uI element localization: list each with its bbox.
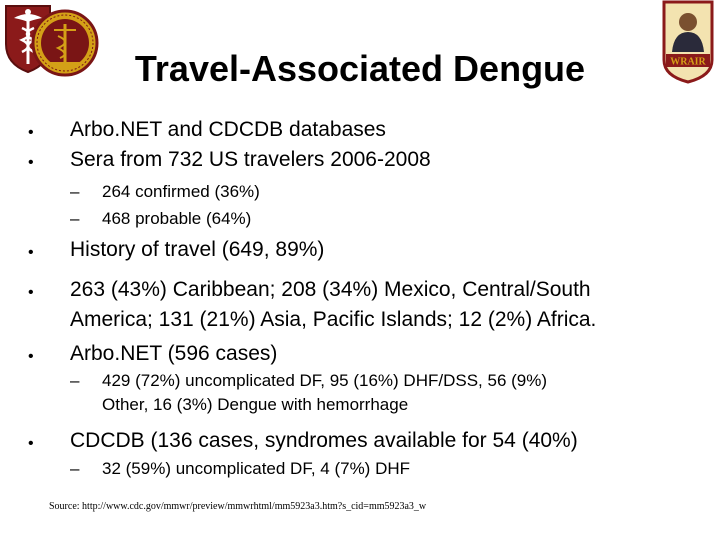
bullet-text: Sera from 732 US travelers 2006-2008	[70, 148, 431, 171]
bullet-dot-icon: •	[28, 124, 34, 141]
bullet-dot-icon: •	[28, 244, 34, 261]
bullet-text: 429 (72%) uncomplicated DF, 95 (16%) DHF/DSS, 56 (9%)	[102, 371, 548, 390]
bullet-text: Other, 16 (3%) Dengue with hemorrhage	[102, 395, 409, 414]
bullet-dot-icon: •	[28, 435, 34, 452]
bullet-text: Arbo.NET and CDCDB databases	[70, 118, 386, 141]
bullet-dash-icon: –	[70, 182, 80, 201]
bullet-text: History of travel (649, 89%)	[70, 238, 325, 261]
bullet-text: America; 131 (21%) Asia, Pacific Islands; 12 (2%) Africa.	[70, 308, 597, 331]
bullet-dot-icon: •	[28, 284, 34, 301]
bullet-dot-icon: •	[28, 154, 34, 171]
bullet-dot-icon: •	[28, 348, 34, 365]
bullet-text: 263 (43%) Caribbean; 208 (34%) Mexico, Central/South	[70, 278, 591, 301]
source-citation: Source: http://www.cdc.gov/mmwr/preview/mmwrhtml/mm5923a3.htm?s_cid=mm5923a3_w	[49, 501, 427, 512]
bullet-text: CDCDB (136 cases, syndromes available for 54 (40%)	[70, 429, 578, 452]
wrair-label: WRAIR	[670, 56, 706, 68]
bullet-text: 264 confirmed (36%)	[102, 182, 260, 201]
bullet-dash-icon: –	[70, 371, 80, 390]
bullet-text: 32 (59%) uncomplicated DF, 4 (7%) DHF	[102, 459, 411, 478]
bullet-text: Arbo.NET (596 cases)	[70, 342, 278, 365]
bullet-dash-icon: –	[70, 209, 80, 228]
slide-title: Travel-Associated Dengue	[134, 48, 586, 89]
bullet-dash-icon: –	[70, 459, 80, 478]
bullet-text: 468 probable (64%)	[102, 209, 252, 228]
